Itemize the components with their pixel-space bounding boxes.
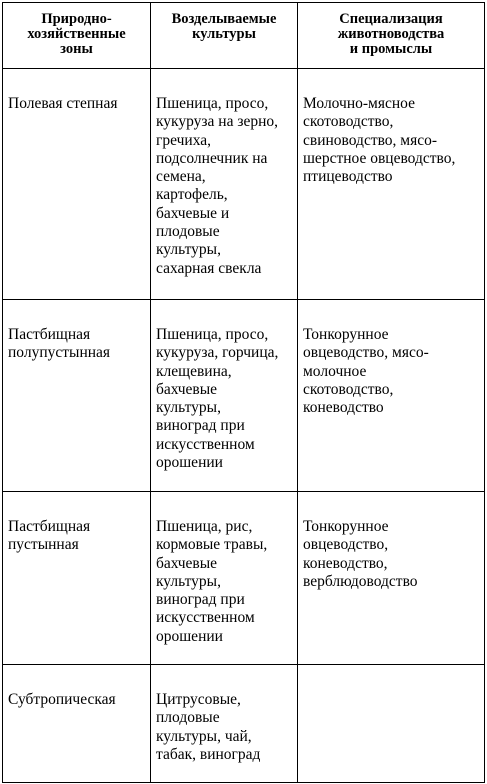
cell-line: сахарная свекла [156,259,262,277]
cell-line: культуры, [156,572,221,590]
cell-line: Молочно-мясное [303,95,415,112]
cell-line: картофель, [156,186,228,204]
table-row [3,300,485,492]
header-zones [3,3,151,69]
cell-line: скотоводство, [303,113,394,131]
cell-line: виноград при [156,591,245,609]
cell-line: искусственном [156,435,255,453]
table-row [3,665,485,783]
cell-line: виноград при [156,417,245,435]
cell-line: гречиха, [156,131,211,149]
cell-line: молочное [303,362,367,380]
header-row [3,3,485,69]
cell-line: Пшеница, рис, [156,518,253,535]
table-row [3,69,485,300]
cell-line: птицеводство [303,168,393,186]
table-row [3,492,485,665]
cell-line: Пшеница, просо, [156,326,269,343]
cell-line: табак, виноград [156,745,261,763]
cell-line: бахчевые [156,380,218,398]
zone-cell [3,69,151,300]
cell-line: Пастбищная [8,326,91,343]
cell-line: овцеводство, [303,536,389,554]
cell-line: Цитрусовые, [156,691,241,708]
header-text: культуры [192,26,256,42]
cell-line: клещевина, [156,362,232,380]
crops-cell [151,300,298,492]
cell-line: скотоводство, [303,380,394,398]
cell-line: искусственном [156,609,255,627]
cell-line: пустынная [8,536,79,554]
cell-line: бахчевые [156,554,218,572]
cell-line: Пастбищная [8,518,91,535]
cell-line: орошении [156,454,223,472]
header-text: Специализация [339,11,443,27]
cell-line: Тонкорунное [303,518,389,535]
zone-cell [3,665,151,783]
cell-line: шерстное овцеводство, [303,149,456,167]
cell-line: культуры, [156,399,221,417]
cell-line: кормовые травы, [156,536,268,554]
cell-line: коневодство [303,399,384,417]
cell-line: культуры, [156,241,221,259]
cell-line: орошении [156,627,223,645]
crops-cell [151,69,298,300]
header-text: животноводства [337,26,445,42]
cell-line: верблюдоводство [303,572,418,590]
cell-line: семена, [156,168,206,186]
cell-line: полупустынная [8,344,111,362]
cell-line: кукуруза, горчица, [156,344,279,362]
cell-line: овцеводство, мясо- [303,344,429,362]
header-text: хозяйственные [27,26,126,42]
specialization-cell [298,665,485,783]
cell-line: свиноводство, мясо- [303,131,438,149]
crops-cell [151,665,298,783]
cell-line: подсолнечник на [156,149,268,167]
header-specialization [298,3,485,69]
header-text: Возделываемые [171,11,277,27]
cell-line: Пшеница, просо, [156,95,269,112]
header-text: зоны [60,41,93,57]
specialization-cell [298,69,485,300]
cell-line: Субтропическая [8,691,116,708]
header-crops [151,3,298,69]
header-text: Природно- [41,11,112,27]
cell-line: Тонкорунное [303,326,389,343]
cell-line: Полевая степная [8,95,118,112]
cell-line: бахчевые и [156,204,230,222]
header-text: и промыслы [349,41,433,57]
specialization-cell [298,492,485,665]
specialization-cell [298,300,485,492]
cell-line: плодовые [156,223,220,241]
crops-cell [151,492,298,665]
cell-line: кукуруза на зерно, [156,113,279,131]
zones-table [2,2,485,783]
zone-cell [3,492,151,665]
cell-line: культуры, чай, [156,727,252,745]
zone-cell [3,300,151,492]
cell-line: коневодство, [303,554,388,572]
cell-line: плодовые [156,709,220,727]
